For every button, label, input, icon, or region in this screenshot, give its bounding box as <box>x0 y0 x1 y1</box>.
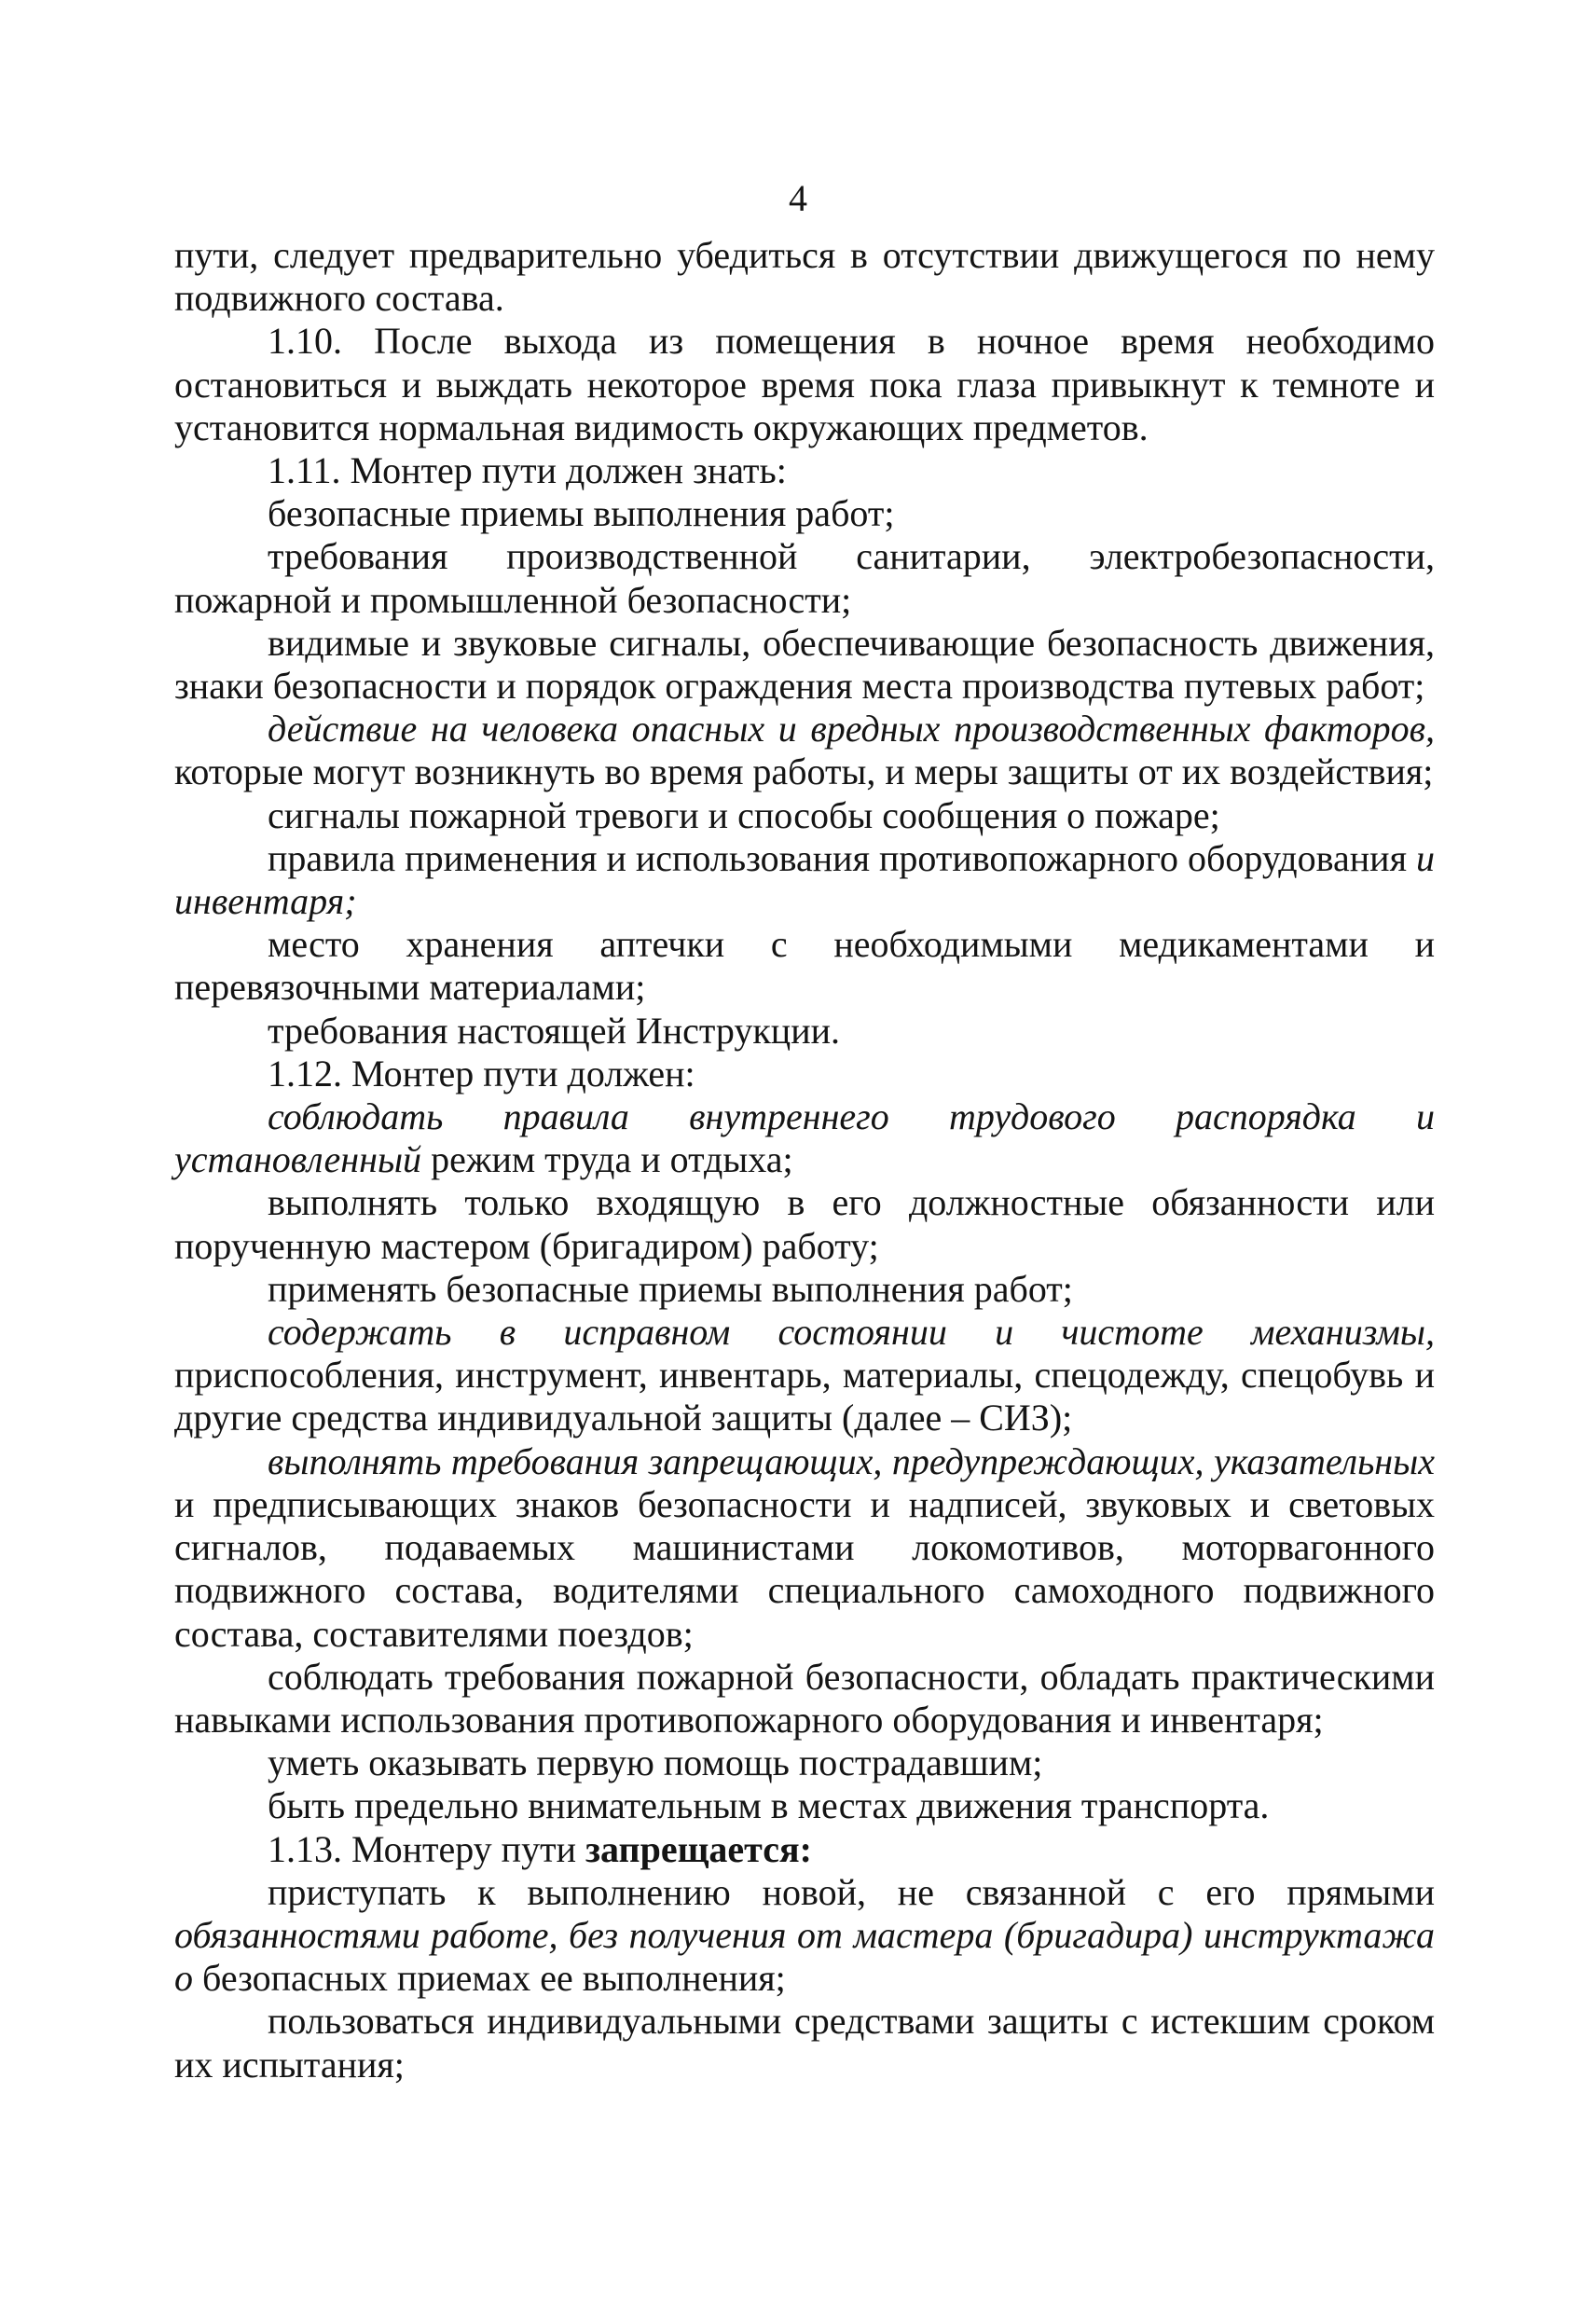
paragraph <box>174 1095 1435 1181</box>
text-segment: место хранения аптечки с необходимыми медикаментами и перевязочными материалами; <box>174 923 1435 1009</box>
paragraph <box>174 492 1435 535</box>
text-segment: содержать в исправном состоянии и чистоте механизмы, <box>268 1311 1435 1354</box>
text-segment: 1.12. Монтер пути должен: <box>268 1052 695 1095</box>
text-segment: применять безопасные приемы выполнения работ; <box>268 1267 1073 1310</box>
paragraph <box>174 1053 1435 1095</box>
paragraph <box>174 2000 1435 2086</box>
paragraph <box>174 837 1435 923</box>
paragraph <box>174 1181 1435 1267</box>
paragraph <box>174 622 1435 708</box>
paragraph <box>174 1828 1435 1871</box>
text-segment: видимые и звуковые сигналы, обеспечивающие безопасность движения, знаки безопасности и порядок ограждения места производства путевых работ; <box>174 621 1435 708</box>
text-segment: режим труда и отдыха; <box>421 1138 793 1181</box>
text-segment: соблюдать требования пожарной безопасности, обладать практическими навыками использования противопожарного оборудования и инвентаря; <box>174 1655 1435 1741</box>
text-segment: запрещается: <box>585 1827 812 1870</box>
page-number: 4 <box>789 177 807 219</box>
paragraph <box>174 1010 1435 1053</box>
paragraph <box>174 320 1435 449</box>
text-segment: 1.11. Монтер пути должен знать: <box>268 449 787 492</box>
text-segment: приспособления, инструмент, инвентарь, материалы, спецодежду, спецобувь и другие средства индивидуальной защиты (далее – СИЗ); <box>174 1354 1435 1439</box>
text-segment: требования настоящей Инструкции. <box>268 1009 841 1052</box>
text-segment: сигналы пожарной тревоги и способы сообщения о пожаре; <box>268 793 1220 836</box>
paragraph <box>174 234 1435 320</box>
text-segment: безопасные приемы выполнения работ; <box>268 492 895 535</box>
text-segment: пути, следует предварительно убедиться в отсутствии движущегося по нему подвижного состава. <box>174 234 1435 320</box>
text-segment: приступать к выполнению новой, не связанной с его прямыми <box>268 1870 1435 1913</box>
text-segment: 1.13. Монтеру пути <box>268 1827 585 1870</box>
paragraph <box>174 1268 1435 1311</box>
text-segment: правила применения и использования противопожарного оборудования <box>268 836 1416 879</box>
paragraph <box>174 449 1435 492</box>
paragraph <box>174 1440 1435 1656</box>
text-segment: пользоваться индивидуальными средствами защиты с истекшим сроком их испытания; <box>174 2000 1435 2086</box>
paragraph <box>174 1742 1435 1784</box>
document-body <box>174 234 1435 2086</box>
paragraph <box>174 1311 1435 1440</box>
text-segment: соблюдать правила внутреннего трудового распорядка и установленный <box>174 1095 1435 1181</box>
paragraph <box>174 535 1435 621</box>
paragraph <box>174 923 1435 1009</box>
text-segment: которые могут возникнуть во время работы, и меры защиты от их воздействия; <box>174 750 1434 793</box>
text-segment: обязанностями работе, без получения от мастера (бригадира) инструктажа о <box>174 1913 1435 2000</box>
text-segment: уметь оказывать первую помощь пострадавшим; <box>268 1742 1043 1784</box>
paragraph <box>174 708 1435 793</box>
text-segment: 1.10. После выхода из помещения в ночное время необходимо остановиться и выждать некоторое время пока глаза привыкнут к темноте и установится нормальная видимость окружающих предметов. <box>174 320 1435 448</box>
text-segment: выполнять требования запрещающих, предупреждающих, указательных <box>268 1439 1435 1482</box>
text-segment: требования производственной санитарии, электробезопасности, пожарной и промышленной безопасности; <box>174 535 1435 621</box>
paragraph <box>174 1656 1435 1742</box>
text-segment: и инвентаря; <box>174 836 1435 923</box>
text-segment: быть предельно внимательным в местах движения транспорта. <box>268 1784 1270 1827</box>
paragraph <box>174 1871 1435 2001</box>
paragraph <box>174 1784 1435 1827</box>
text-segment: безопасных приемах ее выполнения; <box>193 1957 786 2000</box>
text-segment: выполнять только входящую в его должностные обязанности или порученную мастером (бригадиром) работу; <box>174 1181 1435 1267</box>
paragraph <box>174 794 1435 837</box>
text-segment: и предписывающих знаков безопасности и надписей, звуковых и световых сигналов, подаваемых машинистами локомотивов, моторвагонного подвижного состава, водителями специального самоходного подвижного состава, составителями поездов; <box>174 1482 1435 1655</box>
text-segment: действие на человека опасных и вредных производственных факторов, <box>268 708 1435 750</box>
